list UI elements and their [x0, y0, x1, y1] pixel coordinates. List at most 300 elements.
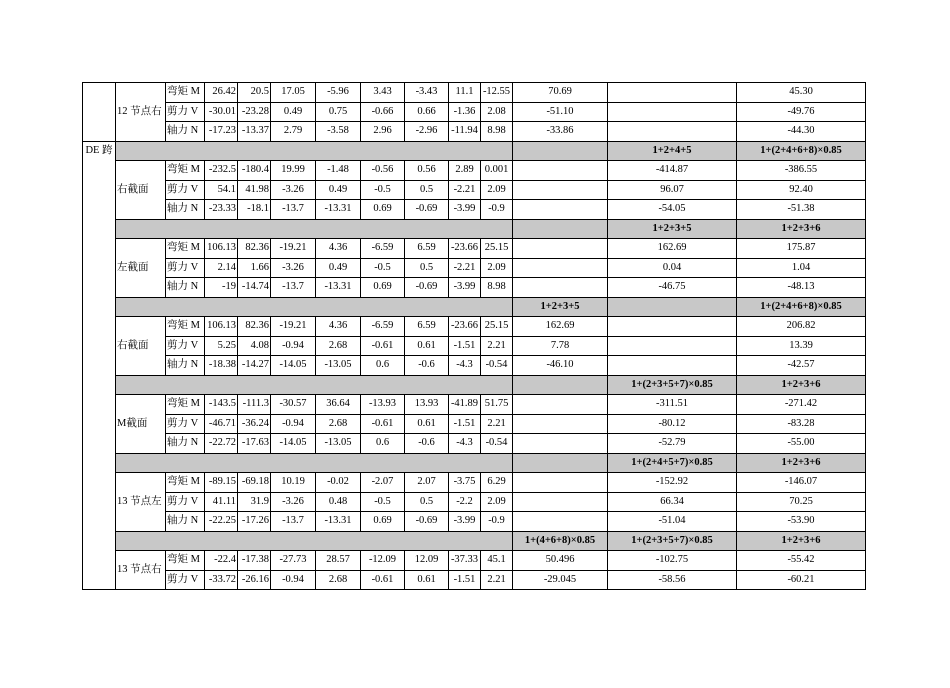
load-value-cell: -14.05 — [271, 356, 316, 376]
load-value-cell: -0.94 — [271, 570, 316, 590]
force-type-cell: 轴力 N — [166, 356, 205, 376]
table-row — [83, 551, 866, 571]
combo-result-cell: -54.05 — [608, 200, 737, 220]
combo-header-row — [83, 375, 866, 395]
load-value-cell: 4.08 — [238, 336, 271, 356]
load-value-cell: -6.59 — [361, 317, 405, 337]
combo-result-cell: -51.38 — [737, 200, 866, 220]
load-value-cell: -2.21 — [449, 180, 481, 200]
load-value-cell: 4.36 — [316, 317, 361, 337]
load-value-cell: 6.29 — [481, 473, 513, 493]
combo-result-cell: 96.07 — [608, 180, 737, 200]
combo-result-cell: 13.39 — [737, 336, 866, 356]
combo-formula-cell: 1+2+3+6 — [737, 219, 866, 239]
load-value-cell: 82.36 — [238, 317, 271, 337]
table-row — [83, 180, 866, 200]
load-value-cell: -26.16 — [238, 570, 271, 590]
combo-result-cell — [608, 122, 737, 142]
load-value-cell: -30.57 — [271, 395, 316, 415]
load-value-cell: 6.59 — [405, 239, 449, 259]
member-position-cell: 13 节点左 — [116, 473, 166, 532]
combo-formula-cell: 1+2+3+6 — [737, 453, 866, 473]
load-value-cell: 6.59 — [405, 317, 449, 337]
force-type-cell: 剪力 V — [166, 180, 205, 200]
load-value-cell: 13.93 — [405, 395, 449, 415]
combo-formula-cell — [513, 141, 608, 161]
combo-result-cell: -102.75 — [608, 551, 737, 571]
load-value-cell: -23.66 — [449, 239, 481, 259]
load-value-cell: -14.74 — [238, 278, 271, 298]
combo-header-row — [83, 141, 866, 161]
combo-result-cell — [513, 434, 608, 454]
combo-formula-cell: 1+2+4+5 — [608, 141, 737, 161]
load-value-cell: 41.98 — [238, 180, 271, 200]
header-blank-cell — [116, 375, 513, 395]
load-value-cell: -111.3 — [238, 395, 271, 415]
load-value-cell: 0.75 — [316, 102, 361, 122]
load-value-cell: 0.6 — [361, 356, 405, 376]
load-value-cell: -0.61 — [361, 414, 405, 434]
load-value-cell: -0.56 — [361, 161, 405, 181]
load-value-cell: -180.4 — [238, 161, 271, 181]
force-type-cell: 弯矩 M — [166, 239, 205, 259]
load-value-cell: -3.99 — [449, 278, 481, 298]
table-row — [83, 317, 866, 337]
load-value-cell: 1.66 — [238, 258, 271, 278]
section-cell — [83, 83, 116, 142]
load-value-cell: 0.49 — [316, 258, 361, 278]
load-value-cell: -1.36 — [449, 102, 481, 122]
load-value-cell: -13.05 — [316, 356, 361, 376]
load-value-cell: 2.14 — [205, 258, 238, 278]
load-value-cell: 0.69 — [361, 278, 405, 298]
load-value-cell: -14.05 — [271, 434, 316, 454]
load-value-cell: -4.3 — [449, 356, 481, 376]
combo-result-cell: -58.56 — [608, 570, 737, 590]
load-value-cell: -13.93 — [361, 395, 405, 415]
load-value-cell: 17.05 — [271, 83, 316, 103]
load-combination-table — [82, 82, 866, 590]
load-value-cell: -0.94 — [271, 336, 316, 356]
combo-result-cell: -271.42 — [737, 395, 866, 415]
load-value-cell: -3.26 — [271, 258, 316, 278]
combo-result-cell: -46.75 — [608, 278, 737, 298]
member-position-cell: 右截面 — [116, 317, 166, 376]
combo-result-cell: -152.92 — [608, 473, 737, 493]
load-value-cell: -23.33 — [205, 200, 238, 220]
load-value-cell: -5.96 — [316, 83, 361, 103]
load-value-cell: 106.13 — [205, 317, 238, 337]
combo-result-cell: 175.87 — [737, 239, 866, 259]
load-value-cell: -3.99 — [449, 200, 481, 220]
table-row — [83, 434, 866, 454]
force-type-cell: 弯矩 M — [166, 317, 205, 337]
combo-result-cell — [513, 395, 608, 415]
combo-result-cell: -311.51 — [608, 395, 737, 415]
load-value-cell: -3.75 — [449, 473, 481, 493]
load-value-cell: 4.36 — [316, 239, 361, 259]
table-row — [83, 395, 866, 415]
load-value-cell: -143.5 — [205, 395, 238, 415]
load-value-cell: 19.99 — [271, 161, 316, 181]
combo-result-cell — [513, 161, 608, 181]
combo-formula-cell: 1+(2+3+5+7)×0.85 — [608, 375, 737, 395]
load-value-cell: 82.36 — [238, 239, 271, 259]
load-value-cell: -0.9 — [481, 200, 513, 220]
load-value-cell: -22.4 — [205, 551, 238, 571]
load-value-cell: -4.3 — [449, 434, 481, 454]
load-value-cell: 0.61 — [405, 570, 449, 590]
load-value-cell: -1.51 — [449, 570, 481, 590]
force-type-cell: 剪力 V — [166, 414, 205, 434]
load-value-cell: -3.26 — [271, 492, 316, 512]
load-value-cell: 0.49 — [316, 180, 361, 200]
load-value-cell: 0.66 — [405, 102, 449, 122]
load-value-cell: -1.51 — [449, 414, 481, 434]
combo-header-row — [83, 531, 866, 551]
combo-result-cell: -414.87 — [608, 161, 737, 181]
table-row — [83, 512, 866, 532]
load-value-cell: -46.71 — [205, 414, 238, 434]
combo-result-cell: 7.78 — [513, 336, 608, 356]
combo-result-cell: 162.69 — [513, 317, 608, 337]
load-value-cell: -3.43 — [405, 83, 449, 103]
force-type-cell: 剪力 V — [166, 102, 205, 122]
combo-header-row — [83, 297, 866, 317]
combo-result-cell: 1.04 — [737, 258, 866, 278]
load-value-cell: -37.33 — [449, 551, 481, 571]
load-value-cell: -33.72 — [205, 570, 238, 590]
header-blank-cell — [116, 219, 513, 239]
combo-formula-cell — [513, 375, 608, 395]
load-value-cell: -0.69 — [405, 200, 449, 220]
load-value-cell: -0.5 — [361, 492, 405, 512]
load-value-cell: -22.25 — [205, 512, 238, 532]
load-value-cell: -1.48 — [316, 161, 361, 181]
load-value-cell: -11.94 — [449, 122, 481, 142]
combo-header-row — [83, 453, 866, 473]
combo-formula-cell: 1+2+3+5 — [513, 297, 608, 317]
load-value-cell: 0.61 — [405, 414, 449, 434]
load-value-cell: -1.51 — [449, 336, 481, 356]
combo-result-cell: -55.00 — [737, 434, 866, 454]
combo-result-cell: 66.34 — [608, 492, 737, 512]
combo-result-cell — [608, 317, 737, 337]
load-value-cell: 41.11 — [205, 492, 238, 512]
load-value-cell: -36.24 — [238, 414, 271, 434]
combo-formula-cell — [513, 453, 608, 473]
combo-result-cell: -33.86 — [513, 122, 608, 142]
load-value-cell: 11.1 — [449, 83, 481, 103]
load-value-cell: -0.61 — [361, 570, 405, 590]
combo-result-cell — [513, 239, 608, 259]
combo-result-cell: -51.10 — [513, 102, 608, 122]
combo-result-cell — [513, 200, 608, 220]
load-value-cell: -19.21 — [271, 317, 316, 337]
load-value-cell: -0.69 — [405, 278, 449, 298]
load-value-cell: 106.13 — [205, 239, 238, 259]
load-value-cell: 2.21 — [481, 414, 513, 434]
combo-result-cell: -53.90 — [737, 512, 866, 532]
load-value-cell: 2.09 — [481, 258, 513, 278]
force-type-cell: 剪力 V — [166, 570, 205, 590]
combo-formula-cell: 1+2+3+5 — [608, 219, 737, 239]
table-row — [83, 278, 866, 298]
combo-result-cell: 162.69 — [608, 239, 737, 259]
load-value-cell: 0.69 — [361, 512, 405, 532]
header-blank-cell — [116, 453, 513, 473]
force-type-cell: 轴力 N — [166, 434, 205, 454]
load-value-cell: 45.1 — [481, 551, 513, 571]
load-value-cell: -17.23 — [205, 122, 238, 142]
load-value-cell: -13.05 — [316, 434, 361, 454]
table-row — [83, 414, 866, 434]
force-type-cell: 剪力 V — [166, 492, 205, 512]
load-value-cell: -0.54 — [481, 434, 513, 454]
combo-result-cell: 0.04 — [608, 258, 737, 278]
load-value-cell: -13.31 — [316, 200, 361, 220]
table-row — [83, 492, 866, 512]
table-row — [83, 161, 866, 181]
load-value-cell: -0.9 — [481, 512, 513, 532]
combo-result-cell: -80.12 — [608, 414, 737, 434]
load-value-cell: -23.28 — [238, 102, 271, 122]
load-value-cell: 26.42 — [205, 83, 238, 103]
table-row — [83, 336, 866, 356]
load-value-cell: 0.61 — [405, 336, 449, 356]
load-value-cell: -0.6 — [405, 356, 449, 376]
load-value-cell: 2.09 — [481, 492, 513, 512]
load-value-cell: -0.5 — [361, 258, 405, 278]
combo-result-cell — [513, 278, 608, 298]
load-value-cell: 0.69 — [361, 200, 405, 220]
combo-result-cell — [513, 258, 608, 278]
combo-result-cell: 70.69 — [513, 83, 608, 103]
load-value-cell: -13.31 — [316, 278, 361, 298]
force-type-cell: 弯矩 M — [166, 473, 205, 493]
load-value-cell: -2.21 — [449, 258, 481, 278]
load-value-cell: -30.01 — [205, 102, 238, 122]
member-position-cell: 13 节点右 — [116, 551, 166, 590]
load-value-cell: 31.9 — [238, 492, 271, 512]
table-row — [83, 570, 866, 590]
combo-result-cell: -42.57 — [737, 356, 866, 376]
load-value-cell: 0.49 — [271, 102, 316, 122]
load-value-cell: -0.94 — [271, 414, 316, 434]
load-value-cell: -27.73 — [271, 551, 316, 571]
combo-result-cell — [608, 336, 737, 356]
load-value-cell: -0.02 — [316, 473, 361, 493]
member-position-cell: 12 节点右 — [116, 83, 166, 142]
table-row — [83, 473, 866, 493]
load-value-cell: 10.19 — [271, 473, 316, 493]
load-value-cell: -0.5 — [361, 180, 405, 200]
combo-formula-cell: 1+(2+4+5+7)×0.85 — [608, 453, 737, 473]
load-value-cell: -0.54 — [481, 356, 513, 376]
header-blank-cell — [116, 297, 513, 317]
load-value-cell: 0.56 — [405, 161, 449, 181]
load-value-cell: -22.72 — [205, 434, 238, 454]
load-value-cell: 51.75 — [481, 395, 513, 415]
combo-result-cell: -386.55 — [737, 161, 866, 181]
load-value-cell: 5.25 — [205, 336, 238, 356]
combo-result-cell — [513, 473, 608, 493]
load-value-cell: -41.89 — [449, 395, 481, 415]
load-value-cell: 2.79 — [271, 122, 316, 142]
force-type-cell: 轴力 N — [166, 122, 205, 142]
load-value-cell: -2.96 — [405, 122, 449, 142]
load-value-cell: 12.09 — [405, 551, 449, 571]
combo-formula-cell: 1+(4+6+8)×0.85 — [513, 531, 608, 551]
force-type-cell: 弯矩 M — [166, 83, 205, 103]
load-value-cell: -13.7 — [271, 278, 316, 298]
load-value-cell: -6.59 — [361, 239, 405, 259]
load-value-cell: -13.31 — [316, 512, 361, 532]
combo-result-cell — [608, 356, 737, 376]
load-value-cell: 2.68 — [316, 414, 361, 434]
table-row — [83, 102, 866, 122]
combo-result-cell: -83.28 — [737, 414, 866, 434]
load-value-cell: -0.69 — [405, 512, 449, 532]
load-value-cell: 20.5 — [238, 83, 271, 103]
load-value-cell: 36.64 — [316, 395, 361, 415]
combo-result-cell: -49.76 — [737, 102, 866, 122]
load-value-cell: 8.98 — [481, 278, 513, 298]
load-value-cell: -13.7 — [271, 512, 316, 532]
combo-result-cell: 50.496 — [513, 551, 608, 571]
load-value-cell: -12.55 — [481, 83, 513, 103]
load-value-cell: -13.37 — [238, 122, 271, 142]
load-value-cell: -3.99 — [449, 512, 481, 532]
combo-result-cell — [513, 512, 608, 532]
combo-result-cell: -55.42 — [737, 551, 866, 571]
force-type-cell: 剪力 V — [166, 336, 205, 356]
combo-result-cell: -46.10 — [513, 356, 608, 376]
load-value-cell: -0.61 — [361, 336, 405, 356]
load-value-cell: 0.5 — [405, 492, 449, 512]
combo-formula-cell: 1+2+3+6 — [737, 375, 866, 395]
load-value-cell: 2.21 — [481, 570, 513, 590]
table-row — [83, 83, 866, 103]
combo-result-cell: 92.40 — [737, 180, 866, 200]
load-value-cell: -232.5 — [205, 161, 238, 181]
load-value-cell: 25.15 — [481, 239, 513, 259]
load-value-cell: 0.5 — [405, 180, 449, 200]
load-value-cell: -18.1 — [238, 200, 271, 220]
load-value-cell: -0.66 — [361, 102, 405, 122]
load-value-cell: -2.07 — [361, 473, 405, 493]
table-row — [83, 239, 866, 259]
load-value-cell: -2.2 — [449, 492, 481, 512]
combo-formula-cell: 1+(2+4+6+8)×0.85 — [737, 297, 866, 317]
table-body — [83, 83, 866, 590]
load-value-cell: 2.96 — [361, 122, 405, 142]
member-position-cell: M截面 — [116, 395, 166, 454]
table-row — [83, 122, 866, 142]
member-position-cell: 左截面 — [116, 239, 166, 298]
load-value-cell: 2.68 — [316, 570, 361, 590]
combo-result-cell: -51.04 — [608, 512, 737, 532]
load-value-cell: 3.43 — [361, 83, 405, 103]
combo-result-cell: 45.30 — [737, 83, 866, 103]
table-row — [83, 200, 866, 220]
combo-result-cell: 70.25 — [737, 492, 866, 512]
load-value-cell: 25.15 — [481, 317, 513, 337]
load-value-cell: -13.7 — [271, 200, 316, 220]
load-value-cell: 2.08 — [481, 102, 513, 122]
load-value-cell: 8.98 — [481, 122, 513, 142]
combo-formula-cell: 1+(2+4+6+8)×0.85 — [737, 141, 866, 161]
combo-result-cell: -44.30 — [737, 122, 866, 142]
combo-formula-cell: 1+2+3+6 — [737, 531, 866, 551]
load-value-cell: 54.1 — [205, 180, 238, 200]
load-value-cell: 0.5 — [405, 258, 449, 278]
combo-result-cell — [513, 492, 608, 512]
table-row — [83, 356, 866, 376]
load-value-cell: -17.26 — [238, 512, 271, 532]
section-cell: DE 跨 — [83, 141, 116, 590]
combo-result-cell — [513, 180, 608, 200]
header-blank-cell — [116, 141, 513, 161]
load-value-cell: -89.15 — [205, 473, 238, 493]
force-type-cell: 轴力 N — [166, 512, 205, 532]
table-row — [83, 258, 866, 278]
combo-formula-cell — [608, 297, 737, 317]
load-value-cell: -14.27 — [238, 356, 271, 376]
force-type-cell: 弯矩 M — [166, 551, 205, 571]
load-value-cell: 0.48 — [316, 492, 361, 512]
combo-header-row — [83, 219, 866, 239]
load-value-cell: 2.07 — [405, 473, 449, 493]
load-value-cell: -12.09 — [361, 551, 405, 571]
load-value-cell: -19.21 — [271, 239, 316, 259]
force-type-cell: 轴力 N — [166, 200, 205, 220]
load-value-cell: 0.001 — [481, 161, 513, 181]
load-value-cell: -17.63 — [238, 434, 271, 454]
load-value-cell: 2.21 — [481, 336, 513, 356]
load-value-cell: -18.38 — [205, 356, 238, 376]
load-value-cell: -23.66 — [449, 317, 481, 337]
load-value-cell: -17.38 — [238, 551, 271, 571]
load-value-cell: 2.68 — [316, 336, 361, 356]
force-type-cell: 剪力 V — [166, 258, 205, 278]
header-blank-cell — [116, 531, 513, 551]
combo-result-cell: -52.79 — [608, 434, 737, 454]
load-value-cell: -3.58 — [316, 122, 361, 142]
combo-result-cell: -146.07 — [737, 473, 866, 493]
combo-result-cell: -60.21 — [737, 570, 866, 590]
force-type-cell: 弯矩 M — [166, 395, 205, 415]
load-value-cell: 0.6 — [361, 434, 405, 454]
load-value-cell: -0.6 — [405, 434, 449, 454]
combo-result-cell — [608, 83, 737, 103]
load-value-cell: -19 — [205, 278, 238, 298]
load-value-cell: 2.09 — [481, 180, 513, 200]
force-type-cell: 轴力 N — [166, 278, 205, 298]
member-position-cell: 右截面 — [116, 161, 166, 220]
combo-result-cell: 206.82 — [737, 317, 866, 337]
combo-formula-cell — [513, 219, 608, 239]
load-value-cell: -3.26 — [271, 180, 316, 200]
combo-result-cell — [608, 102, 737, 122]
load-value-cell: -69.18 — [238, 473, 271, 493]
combo-result-cell — [513, 414, 608, 434]
load-value-cell: 28.57 — [316, 551, 361, 571]
combo-result-cell: -48.13 — [737, 278, 866, 298]
load-value-cell: 2.89 — [449, 161, 481, 181]
combo-formula-cell: 1+(2+3+5+7)×0.85 — [608, 531, 737, 551]
combo-result-cell: -29.045 — [513, 570, 608, 590]
